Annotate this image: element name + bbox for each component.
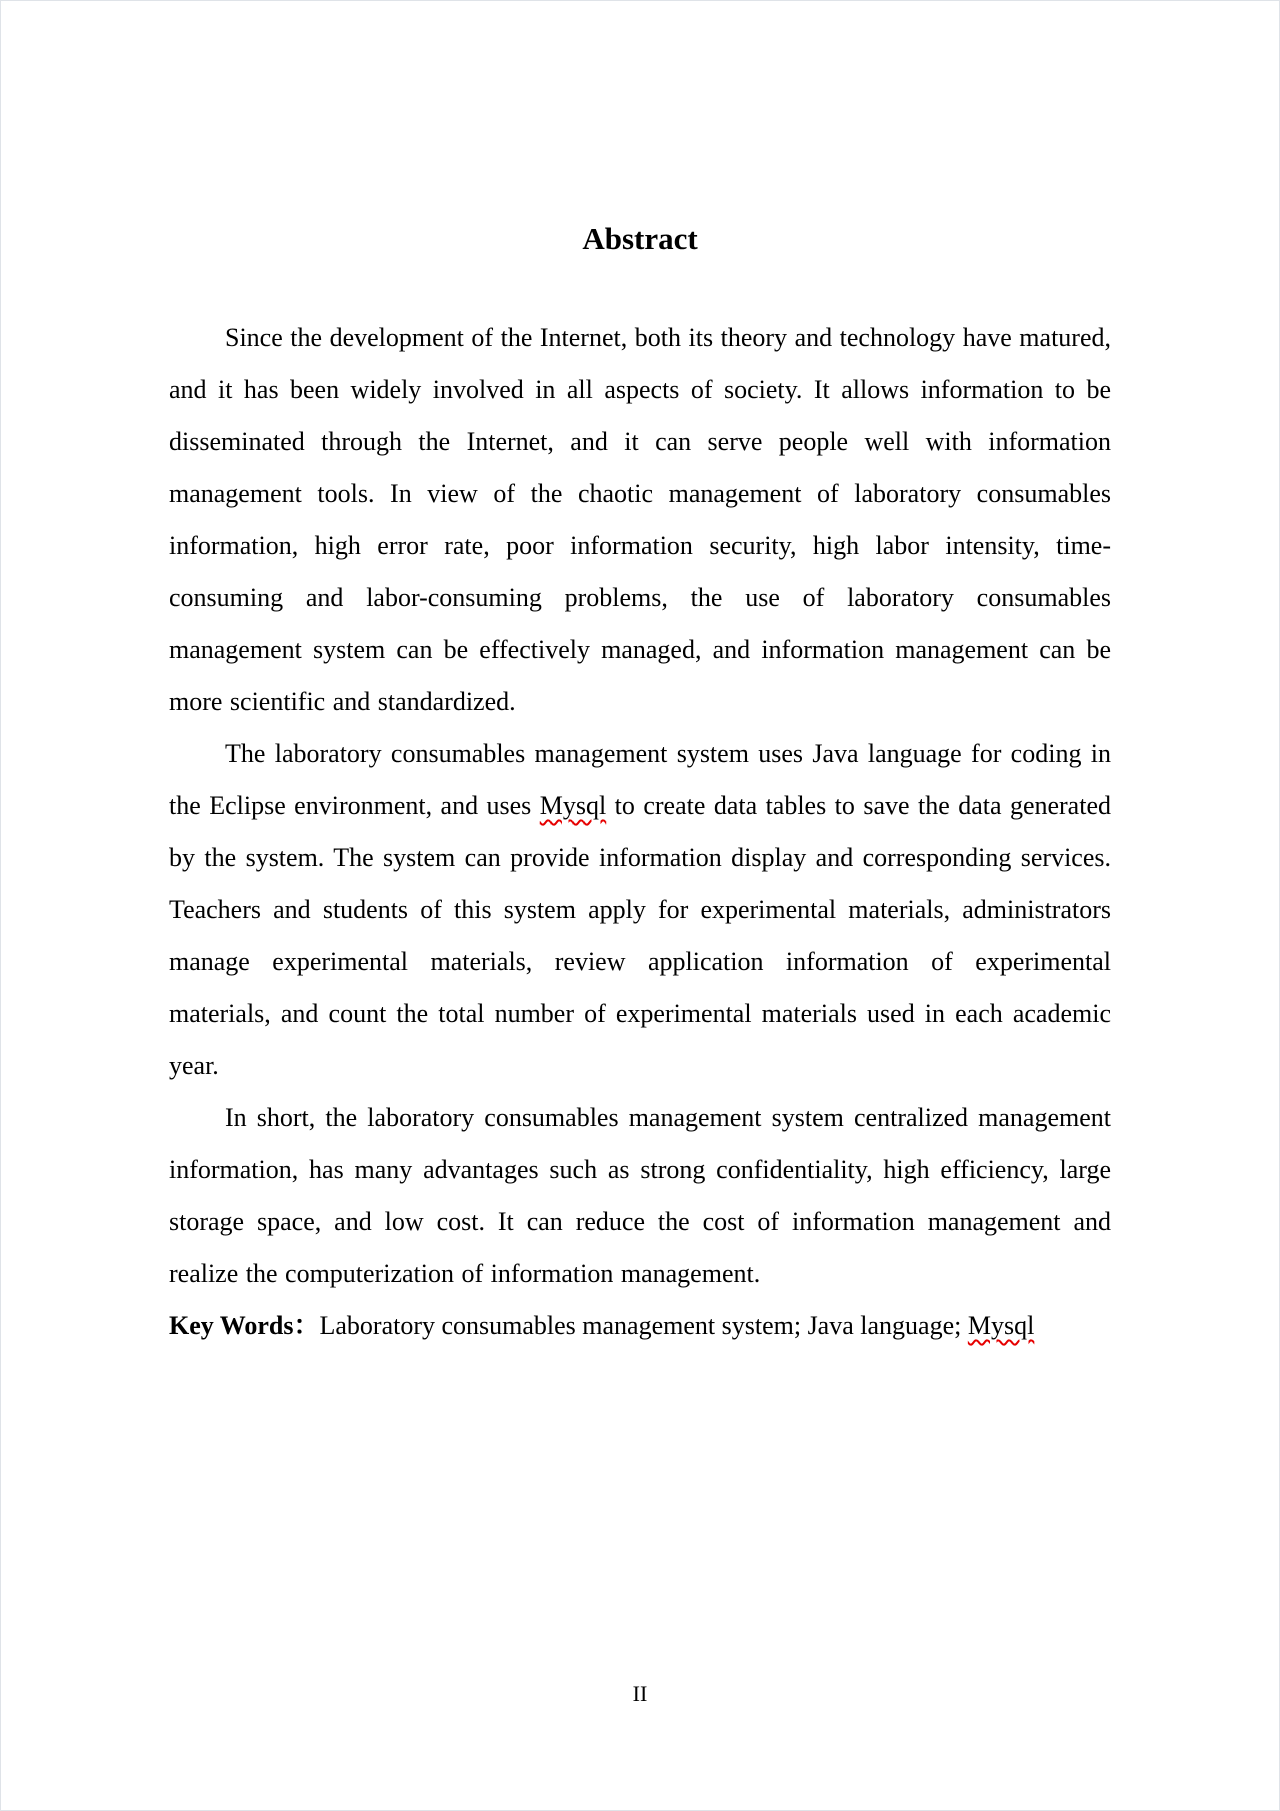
abstract-paragraphs [169, 312, 1111, 1300]
paragraph [169, 312, 1111, 728]
abstract-content [1, 216, 1279, 1352]
keywords-label: Key Words： [169, 1311, 320, 1340]
keywords-line [169, 1300, 1111, 1352]
page-title: Abstract [582, 221, 698, 256]
text-run: to create data tables to save the data generated by the system. The system can provide information display and corresponding services. Teachers and students of this system apply for experimental materials, administrators manage experimental materials, review application information of experimental materials, and count the total number of experimental materials used in each academic year. [169, 791, 1111, 1080]
page-number: II [632, 1681, 648, 1706]
text-run: The laboratory consumables management system uses Java language for coding in the Eclipse environment, and uses [169, 739, 1111, 820]
paragraph [169, 1092, 1111, 1300]
misspelled-word: Mysql [967, 1311, 1035, 1340]
text-run: In short, the laboratory consumables management system centralized management information, has many advantages such as strong confidentiality, high efficiency, large storage space, and low cost. It can reduce the cost of information management and realize the computerization of information management. [169, 1103, 1111, 1288]
paragraph [169, 728, 1111, 1092]
text-run: Since the development of the Internet, both its theory and technology have matured, and it has been widely involved in all aspects of society. It allows information to be disseminated through the Internet, and it can serve people well with information management tools. In view of the chaotic management of laboratory consumables information, high error rate, poor information security, high labor intensity, time-consuming and labor-consuming problems, the use of laboratory consumables management system can be effectively managed, and information management can be more scientific and standardized. [169, 323, 1111, 716]
text-run: Laboratory consumables management system; Java language; [319, 1311, 968, 1340]
keywords-text [319, 1311, 1034, 1340]
misspelled-word: Mysql [539, 791, 607, 820]
